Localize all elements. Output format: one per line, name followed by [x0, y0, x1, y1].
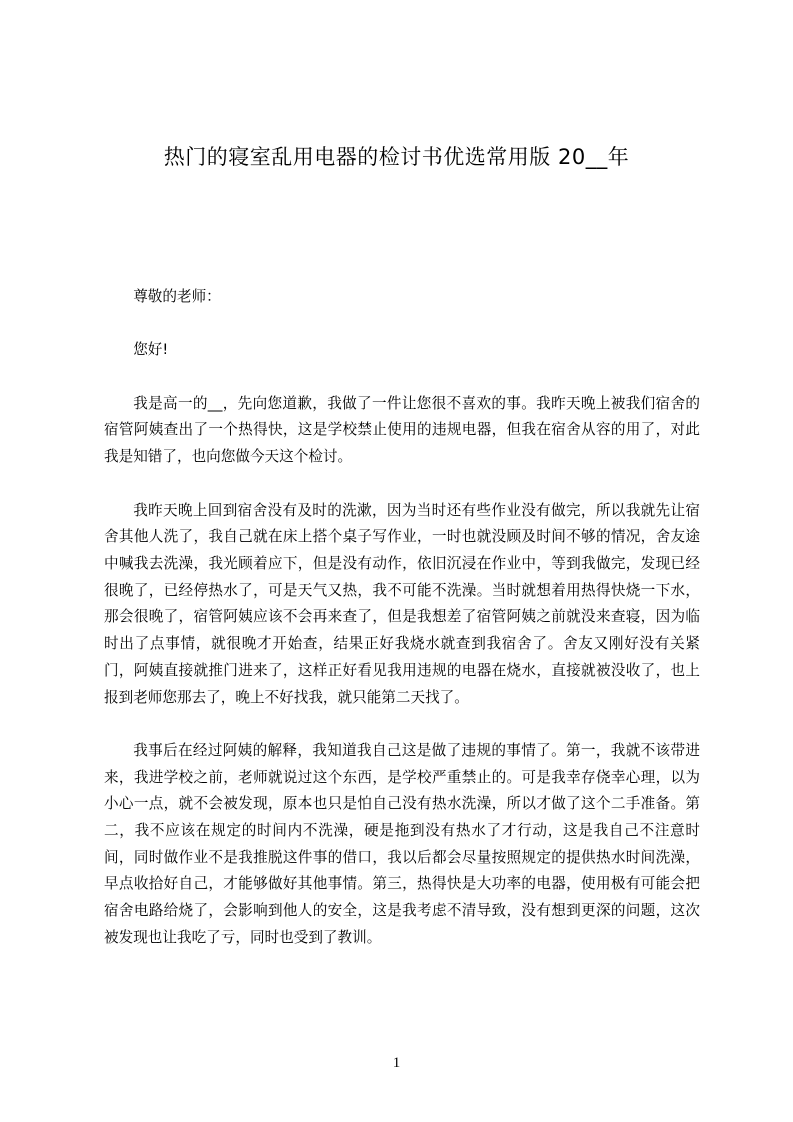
greeting: 您好! [133, 341, 169, 359]
document-body [104, 284, 700, 978]
paragraph-1: 我是高一的__，先向您道歉，我做了一件让您很不喜欢的事。我昨天晚上被我们宿舍的宿管阿姨查出了一个热得快，这是学校禁止使用的违规电器，但我在宿舍从容的用了，对此我是知错了，也向您做今天这个检讨。 [104, 394, 700, 466]
page-number: 1 [392, 1055, 401, 1071]
salutation: 尊敬的老师： [133, 288, 221, 305]
paragraph-3: 我事后在经过阿姨的解释，我知道我自己这是做了违规的事情了。第一，我就不该带进来，我进学校之前，老师就说过这个东西，是学校严重禁止的。可是我幸存侥幸心理，以为小心一点，就不会被发现，原本也只是怕自己没有热水洗澡，所以才做了这个二手准备。第二，我不应该在规定的时间内不洗澡，硬是拖到没有热水了才行动，这是我自己不注意时间，同时做作业不是我推脱这件事的借口，我以后都会尽量按照规定的提供热水时间洗澡，早点收拾好自己，才能够做好其他事情。第三，热得快是大功率的电器，使用极有可能会把宿舍电路给烧了，会影响到他人的安全，这是我考虑不清导致，没有想到更深的问题，这次被发现也让我吃了亏，同时也受到了教训。 [104, 741, 700, 946]
document-title: 热门的寝室乱用电器的检讨书优选常用版 20__年 [163, 145, 630, 169]
paragraph-2: 我昨天晚上回到宿舍没有及时的洗漱，因为当时还有些作业没有做完，所以我就先让宿舍其他人洗了，我自己就在床上搭个桌子写作业，一时也就没顾及时间不够的情况，舍友途中喊我去洗澡，我光顾着应下，但是没有动作，依旧沉浸在作业中，等到我做完，发现已经很晚了，已经停热水了，可是天气又热，我不可能不洗澡。当时就想着用热得快烧一下水，那会很晚了，宿管阿姨应该不会再来查了，但是我想差了宿管阿姨之前就没来查寝，因为临时出了点事情，就很晚才开始查，结果正好我烧水就查到我宿舍了。舍友又刚好没有关紧门，阿姨直接就推门进来了，这样正好看见我用违规的电器在烧水，直接就被没收了，也上报到老师您那去了，晚上不好找我，就只能第二天找了。 [104, 501, 700, 706]
